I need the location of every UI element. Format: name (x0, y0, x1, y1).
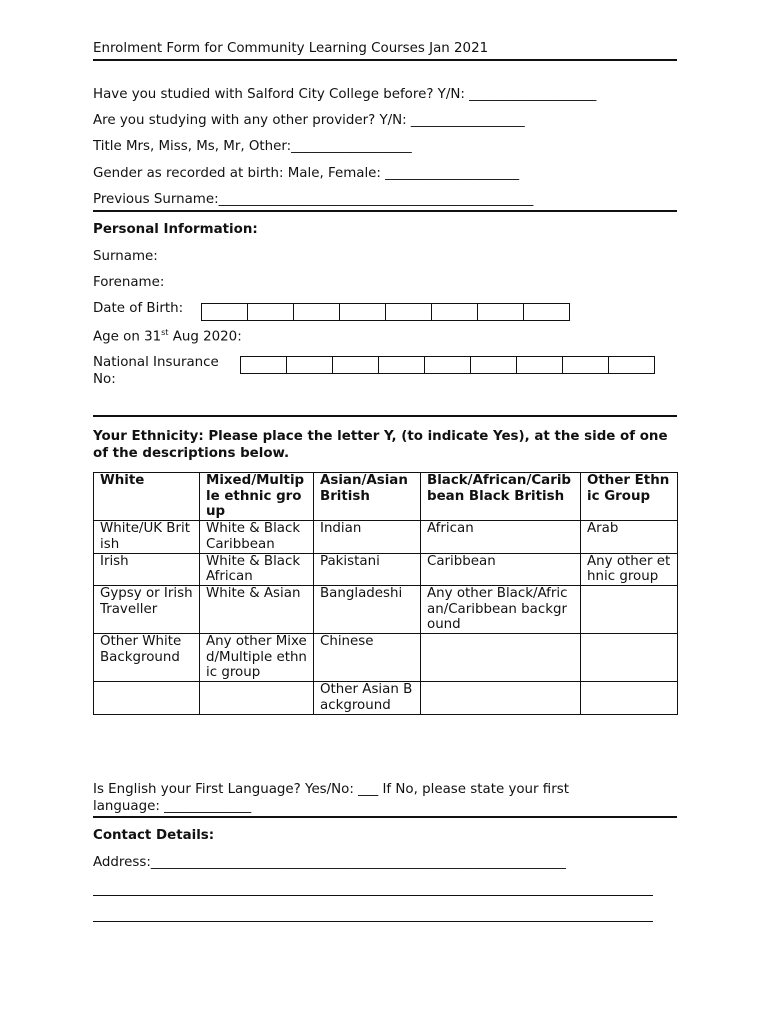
language-field[interactable]: language: _____________ (93, 799, 252, 814)
dob-box[interactable] (478, 304, 524, 320)
other-provider-question[interactable]: Are you studying with any other provider? Y/N: _________________ (93, 113, 525, 128)
ethnicity-option[interactable]: African (421, 521, 581, 553)
ethnicity-option[interactable]: White & Black African (200, 553, 314, 585)
form-title: Enrolment Form for Community Learning Courses Jan 2021 (93, 41, 489, 56)
ni-box[interactable] (517, 357, 563, 373)
ethnicity-option[interactable]: Pakistani (314, 553, 421, 585)
dob-box[interactable] (386, 304, 432, 320)
ni-box[interactable] (379, 357, 425, 373)
divider (93, 816, 677, 818)
forename-label: Forename: (93, 275, 165, 290)
column-header: Asian/Asian British (314, 473, 421, 521)
age-label: Age on 31st Aug 2020: (93, 328, 242, 345)
ethnicity-table (93, 472, 678, 715)
dob-label: Date of Birth: (93, 301, 184, 316)
ethnicity-option[interactable]: Other White Background (94, 634, 200, 682)
ethnicity-option[interactable]: Caribbean (421, 553, 581, 585)
ni-box[interactable] (241, 357, 287, 373)
ni-box[interactable] (287, 357, 333, 373)
ethnicity-heading: Your Ethnicity: Please place the letter Y, (to indicate Yes), at the side of one of the descriptions below. (93, 429, 668, 461)
dob-box[interactable] (294, 304, 340, 320)
table-row (94, 585, 678, 633)
address-field[interactable]: Address:______________________________________________________________ (93, 855, 566, 870)
ethnicity-option[interactable] (94, 682, 200, 714)
title-question[interactable]: Title Mrs, Miss, Ms, Mr, Other:__________________ (93, 139, 412, 154)
ethnicity-option[interactable]: Any other Mixed/Multiple ethnic group (200, 634, 314, 682)
dob-box[interactable] (248, 304, 294, 320)
ethnicity-option[interactable]: Irish (94, 553, 200, 585)
column-header: Black/African/Caribbean Black British (421, 473, 581, 521)
dob-boxes[interactable] (201, 303, 570, 321)
ethnicity-option[interactable]: Other Asian Background (314, 682, 421, 714)
ethnicity-option[interactable]: Any other Black/African/Caribbean background (421, 585, 581, 633)
ethnicity-option[interactable] (581, 585, 678, 633)
divider (93, 59, 677, 61)
surname-label: Surname: (93, 249, 158, 264)
ethnicity-option[interactable]: Arab (581, 521, 678, 553)
ni-label-line2: No: (93, 372, 116, 387)
table-header-row (94, 473, 678, 521)
column-header: White (94, 473, 200, 521)
ethnicity-option[interactable] (581, 682, 678, 714)
ni-box[interactable] (609, 357, 655, 373)
dob-box[interactable] (202, 304, 248, 320)
ni-box[interactable] (563, 357, 609, 373)
dob-box[interactable] (432, 304, 478, 320)
gender-question[interactable]: Gender as recorded at birth: Male, Female: ____________________ (93, 166, 520, 181)
ethnicity-option[interactable]: Bangladeshi (314, 585, 421, 633)
divider (93, 210, 677, 212)
ni-box[interactable] (333, 357, 379, 373)
table-row (94, 521, 678, 553)
ethnicity-option[interactable] (200, 682, 314, 714)
ethnicity-option[interactable]: Chinese (314, 634, 421, 682)
address-line[interactable] (93, 895, 653, 896)
divider (93, 415, 677, 417)
table-row (94, 634, 678, 682)
contact-heading: Contact Details: (93, 828, 215, 843)
dob-box[interactable] (340, 304, 386, 320)
column-header: Other Ethnic Group (581, 473, 678, 521)
address-line[interactable] (93, 921, 653, 922)
table-row (94, 682, 678, 714)
ni-box[interactable] (471, 357, 517, 373)
ethnicity-option[interactable]: White & Asian (200, 585, 314, 633)
ethnicity-option[interactable] (421, 682, 581, 714)
ethnicity-option[interactable]: White/UK British (94, 521, 200, 553)
studied-before-question[interactable]: Have you studied with Salford City College before? Y/N: ___________________ (93, 87, 597, 102)
column-header: Mixed/Multiple ethnic group (200, 473, 314, 521)
ni-box[interactable] (425, 357, 471, 373)
dob-box[interactable] (524, 304, 570, 320)
language-question[interactable]: Is English your First Language? Yes/No: ___ If No, please state your first (93, 782, 569, 797)
personal-info-heading: Personal Information: (93, 222, 258, 237)
previous-surname-field[interactable]: Previous Surname:_______________________________________________ (93, 192, 534, 207)
ethnicity-option[interactable] (421, 634, 581, 682)
ethnicity-option[interactable]: White & Black Caribbean (200, 521, 314, 553)
ethnicity-option[interactable]: Any other ethnic group (581, 553, 678, 585)
table-row (94, 553, 678, 585)
ethnicity-option[interactable]: Indian (314, 521, 421, 553)
ethnicity-option[interactable]: Gypsy or Irish Traveller (94, 585, 200, 633)
ethnicity-option[interactable] (581, 634, 678, 682)
ni-boxes[interactable] (240, 356, 655, 374)
ni-label: National Insurance (93, 355, 219, 370)
